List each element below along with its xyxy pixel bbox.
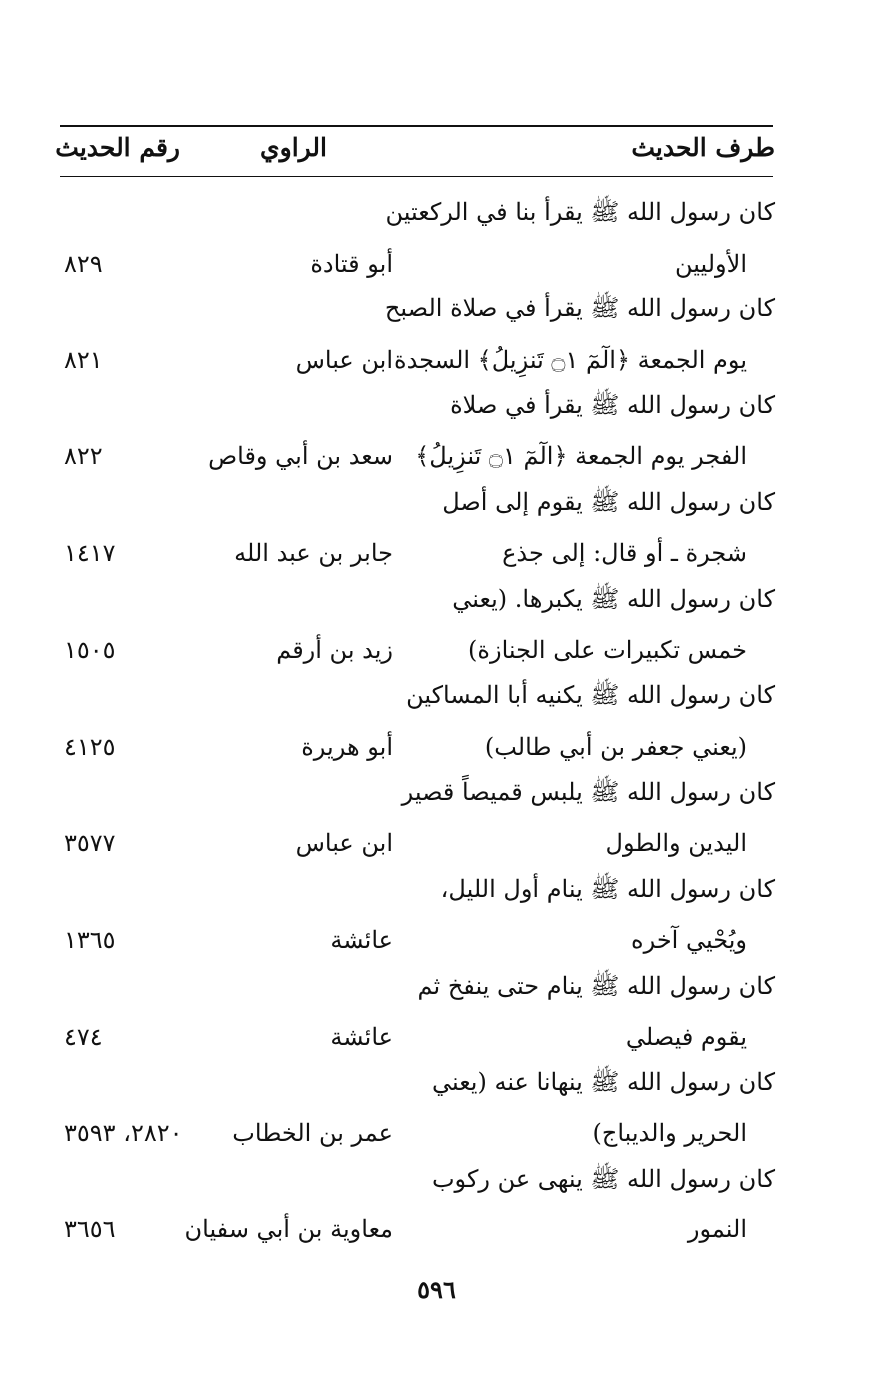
narrator: عائشة xyxy=(330,926,393,954)
hadith-line-2: اليدين والطول xyxy=(605,829,747,857)
hadith-line-1: كان رسول الله ﷺ يلبس قميصاً قصير xyxy=(401,778,775,806)
header-number: رقم الحديث xyxy=(55,133,180,162)
narrator: زيد بن أرقم xyxy=(276,636,393,664)
hadith-line-2: شجرة ـ أو قال: إلى جذع xyxy=(502,539,747,567)
hadith-line-1: كان رسول الله ﷺ يقرأ في صلاة xyxy=(450,391,775,419)
narrator: أبو قتادة xyxy=(310,250,393,278)
hadith-line-2: يوم الجمعة ﴿الٓمٓ ۝١ تَنزِيلُ﴾ السجدة xyxy=(394,346,747,374)
hadith-number: ٤١٢٥ xyxy=(64,733,116,761)
narrator: أبو هريرة xyxy=(301,733,393,761)
narrator: جابر بن عبد الله xyxy=(234,539,393,567)
hadith-line-2: الحرير والديباج) xyxy=(592,1119,747,1147)
narrator: سعد بن أبي وقاص xyxy=(208,442,393,470)
header-top-rule xyxy=(60,125,773,127)
hadith-line-2: النمور xyxy=(687,1215,747,1243)
hadith-number: ٤٧٤ xyxy=(64,1023,103,1051)
hadith-line-1: كان رسول الله ﷺ ينهى عن ركوب xyxy=(431,1165,775,1193)
narrator: عائشة xyxy=(330,1023,393,1051)
hadith-line-2: خمس تكبيرات على الجنازة) xyxy=(468,636,747,664)
hadith-line-1: كان رسول الله ﷺ ينام حتى ينفخ ثم xyxy=(417,972,775,1000)
narrator: ابن عباس xyxy=(295,346,393,374)
narrator: معاوية بن أبي سفيان xyxy=(184,1215,393,1243)
hadith-line-1: كان رسول الله ﷺ يقرأ في صلاة الصبح xyxy=(384,294,775,322)
hadith-line-1: كان رسول الله ﷺ يكبرها. (يعني xyxy=(452,585,775,613)
hadith-line-1: كان رسول الله ﷺ يقرأ بنا في الركعتين xyxy=(385,198,775,226)
hadith-line-1: كان رسول الله ﷺ ينهانا عنه (يعني xyxy=(431,1068,775,1096)
header-hadith: طرف الحديث xyxy=(631,133,775,162)
hadith-number: ٨٢٢ xyxy=(64,442,103,470)
hadith-number: ١٤١٧ xyxy=(64,539,116,567)
hadith-line-2: ويُحْيي آخره xyxy=(631,926,747,954)
header-bottom-rule xyxy=(60,176,773,177)
narrator: ابن عباس xyxy=(295,829,393,857)
hadith-number: ٣٥٧٧ xyxy=(64,829,116,857)
hadith-number: ٨٢١ xyxy=(64,346,103,374)
hadith-number: ١٥٠٥ xyxy=(64,636,116,664)
hadith-line-1: كان رسول الله ﷺ يقوم إلى أصل xyxy=(442,488,775,516)
hadith-line-2: (يعني جعفر بن أبي طالب) xyxy=(484,733,747,761)
hadith-line-1: كان رسول الله ﷺ يكنيه أبا المساكين xyxy=(406,681,775,709)
hadith-line-2: يقوم فيصلي xyxy=(625,1023,747,1051)
hadith-line-2: الأوليين xyxy=(674,250,747,278)
page-number: ٥٩٦ xyxy=(417,1275,456,1304)
hadith-line-1: كان رسول الله ﷺ ينام أول الليل، xyxy=(440,875,775,903)
header-narrator: الراوي xyxy=(260,133,327,162)
hadith-number: ٢٨٢٠، ٣٥٩٣ xyxy=(64,1119,183,1147)
hadith-number: ١٣٦٥ xyxy=(64,926,116,954)
hadith-number: ٣٦٥٦ xyxy=(64,1215,116,1243)
narrator: عمر بن الخطاب xyxy=(232,1119,393,1147)
hadith-number: ٨٢٩ xyxy=(64,250,103,278)
hadith-line-2: الفجر يوم الجمعة ﴿الٓمٓ ۝١ تَنزِيلُ﴾ xyxy=(415,442,747,470)
